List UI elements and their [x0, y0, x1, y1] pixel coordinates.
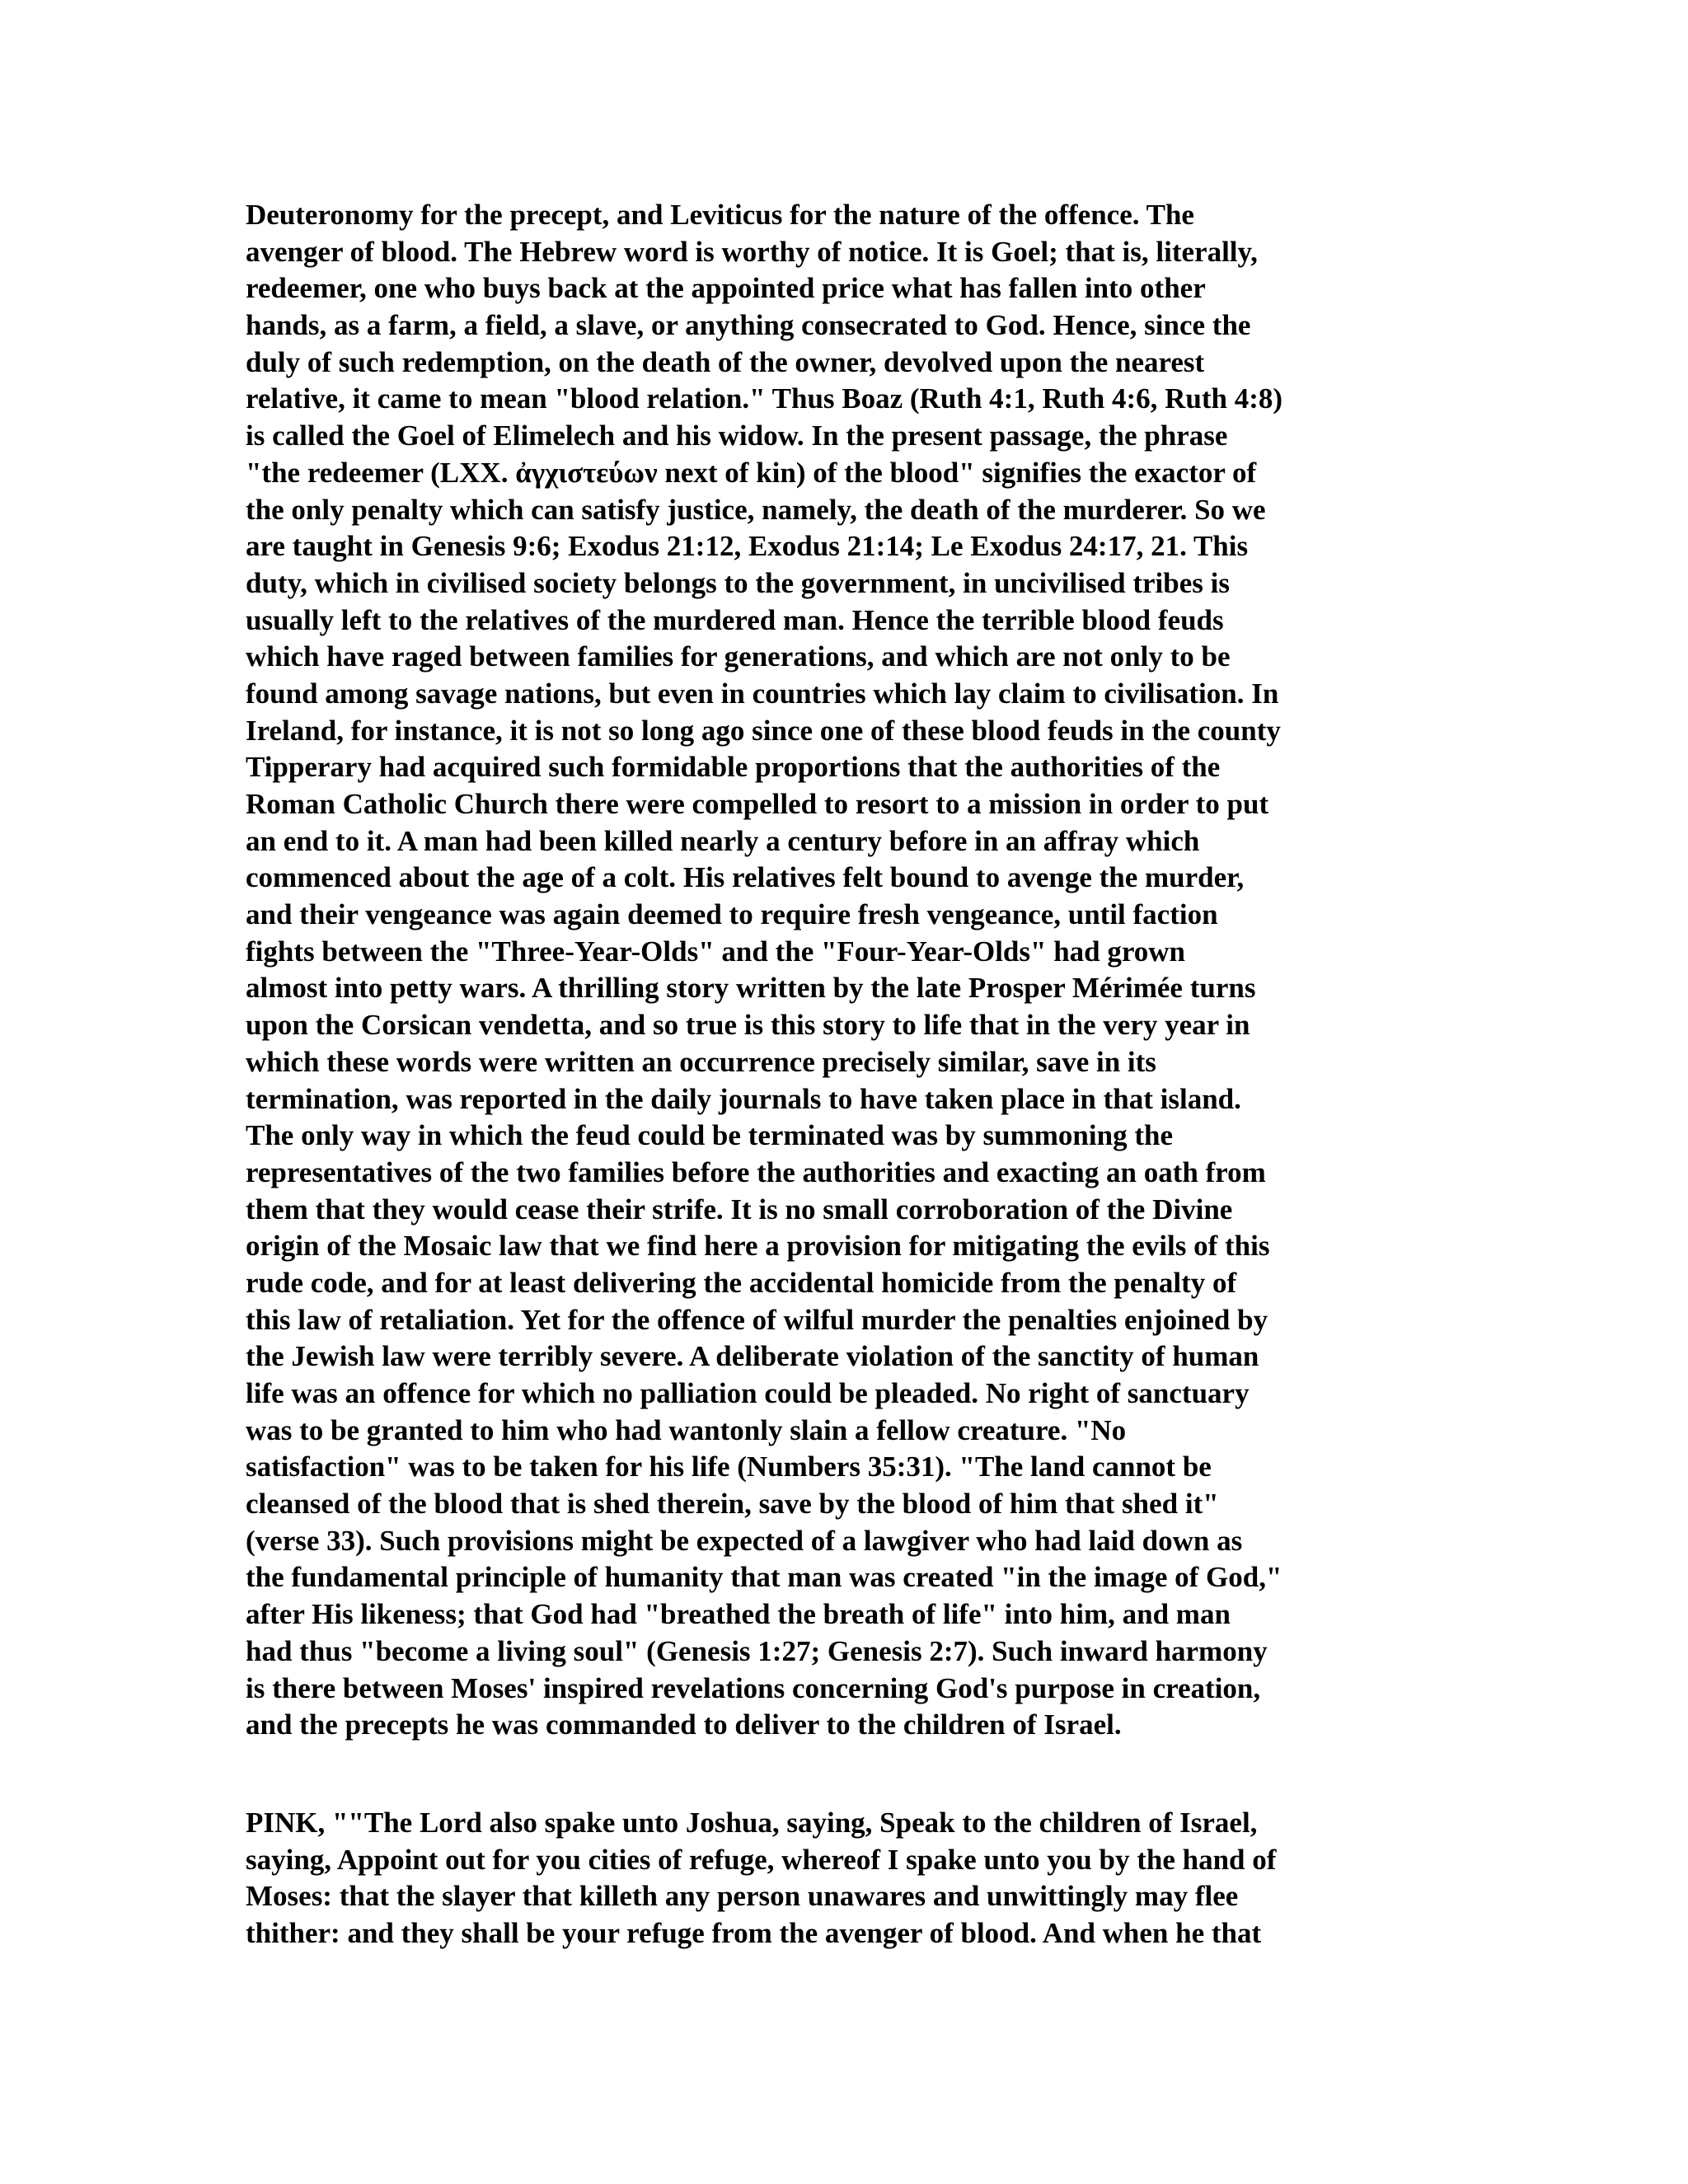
text-line: PINK, ""The Lord also spake unto Joshua, saying, Speak to the children of Israel,	[246, 1807, 1258, 1839]
text-line: duty, which in civilised society belongs to the government, in uncivilised tribes is	[246, 566, 1230, 599]
text-line: upon the Corsican vendetta, and so true is this story to life that in the very year in	[246, 1009, 1250, 1042]
text-line: Moses: that the slayer that killeth any person unawares and unwittingly may flee	[246, 1880, 1239, 1913]
text-line: "the redeemer (LXX. ἀγχιστεύων next of kin) of the blood" signifies the exactor of	[246, 456, 1257, 489]
text-line: commenced about the age of a colt. His relatives felt bound to avenge the murder,	[246, 861, 1245, 894]
text-line: satisfaction" was to be taken for his life (Numbers 35:31). "The land cannot be	[246, 1451, 1212, 1483]
text-line: Tipperary had acquired such formidable proportions that the authorities of the	[246, 751, 1221, 784]
commentary-paragraph	[246, 197, 1442, 1744]
pink-quote-paragraph	[246, 1805, 1442, 1952]
text-line: usually left to the relatives of the murdered man. Hence the terrible blood feuds	[246, 603, 1224, 636]
text-line: the Jewish law were terribly severe. A deliberate violation of the sanctity of human	[246, 1340, 1259, 1373]
text-line: was to be granted to him who had wantonly slain a fellow creature. "No	[246, 1413, 1127, 1446]
text-line: which have raged between families for generations, and which are not only to be	[246, 640, 1231, 673]
text-line: this law of retaliation. Yet for the offence of wilful murder the penalties enjoined by	[246, 1303, 1268, 1336]
text-line: representatives of the two families before the authorities and exacting an oath from	[246, 1155, 1266, 1188]
text-line: hands, as a farm, a field, a slave, or anything consecrated to God. Hence, since the	[246, 309, 1251, 342]
text-line: termination, was reported in the daily journals to have taken place in that island.	[246, 1082, 1241, 1115]
text-line: The only way in which the feud could be terminated was by summoning the	[246, 1119, 1173, 1152]
text-line: relative, it came to mean "blood relation." Thus Boaz (Ruth 4:1, Ruth 4:6, Ruth 4:8)	[246, 382, 1283, 415]
text-line: rude code, and for at least delivering the accidental homicide from the penalty of	[246, 1266, 1237, 1299]
text-line: which these words were written an occurrence precisely similar, save in its	[246, 1045, 1156, 1078]
text-line: is there between Moses' inspired revelations concerning God's purpose in creation,	[246, 1671, 1261, 1704]
text-line: thither: and they shall be your refuge from the avenger of blood. And when he that	[246, 1917, 1262, 1950]
text-line: almost into petty wars. A thrilling story written by the late Prosper Mérimée turns	[246, 972, 1256, 1005]
text-line: life was an offence for which no palliation could be pleaded. No right of sanctuary	[246, 1377, 1250, 1409]
text-line: redeemer, one who buys back at the appointed price what has fallen into other	[246, 272, 1206, 305]
text-line: found among savage nations, but even in countries which lay claim to civilisation. In	[246, 677, 1279, 710]
text-line: and their vengeance was again deemed to require fresh vengeance, until faction	[246, 898, 1218, 931]
text-line: them that they would cease their strife. It is no small corroboration of the Divine	[246, 1193, 1233, 1226]
text-line: Deuteronomy for the precept, and Leviticus for the nature of the offence. The	[246, 199, 1194, 231]
text-line: Roman Catholic Church there were compelled to resort to a mission in order to put	[246, 788, 1269, 820]
text-line: cleansed of the blood that is shed therein, save by the blood of him that shed it"	[246, 1488, 1219, 1521]
text-line: had thus "become a living soul" (Genesis 1:27; Genesis 2:7). Such inward harmony	[246, 1634, 1268, 1667]
text-line: the only penalty which can satisfy justice, namely, the death of the murderer. So we	[246, 493, 1266, 526]
text-line: (verse 33). Such provisions might be expected of a lawgiver who had laid down as	[246, 1524, 1243, 1557]
text-line: fights between the "Three-Year-Olds" and the "Four-Year-Olds" had grown	[246, 935, 1186, 968]
text-line: Ireland, for instance, it is not so long ago since one of these blood feuds in the county	[246, 714, 1281, 747]
text-line: and the precepts he was commanded to deliver to the children of Israel.	[246, 1708, 1122, 1741]
text-line: duly of such redemption, on the death of the owner, devolved upon the nearest	[246, 345, 1205, 378]
text-line: after His likeness; that God had "breathed the breath of life" into him, and man	[246, 1598, 1231, 1631]
text-line: are taught in Genesis 9:6; Exodus 21:12, Exodus 21:14; Le Exodus 24:17, 21. This	[246, 530, 1249, 563]
text-line: origin of the Mosaic law that we find here a provision for mitigating the evils of this	[246, 1230, 1270, 1263]
text-line: the fundamental principle of humanity that man was created "in the image of God,"	[246, 1561, 1282, 1594]
text-line: avenger of blood. The Hebrew word is worthy of notice. It is Goel; that is, literally,	[246, 235, 1258, 268]
text-line: is called the Goel of Elimelech and his widow. In the present passage, the phrase	[246, 419, 1228, 452]
text-line: an end to it. A man had been killed nearly a century before in an affray which	[246, 824, 1200, 857]
text-line: saying, Appoint out for you cities of refuge, whereof I spake unto you by the hand of	[246, 1843, 1277, 1876]
